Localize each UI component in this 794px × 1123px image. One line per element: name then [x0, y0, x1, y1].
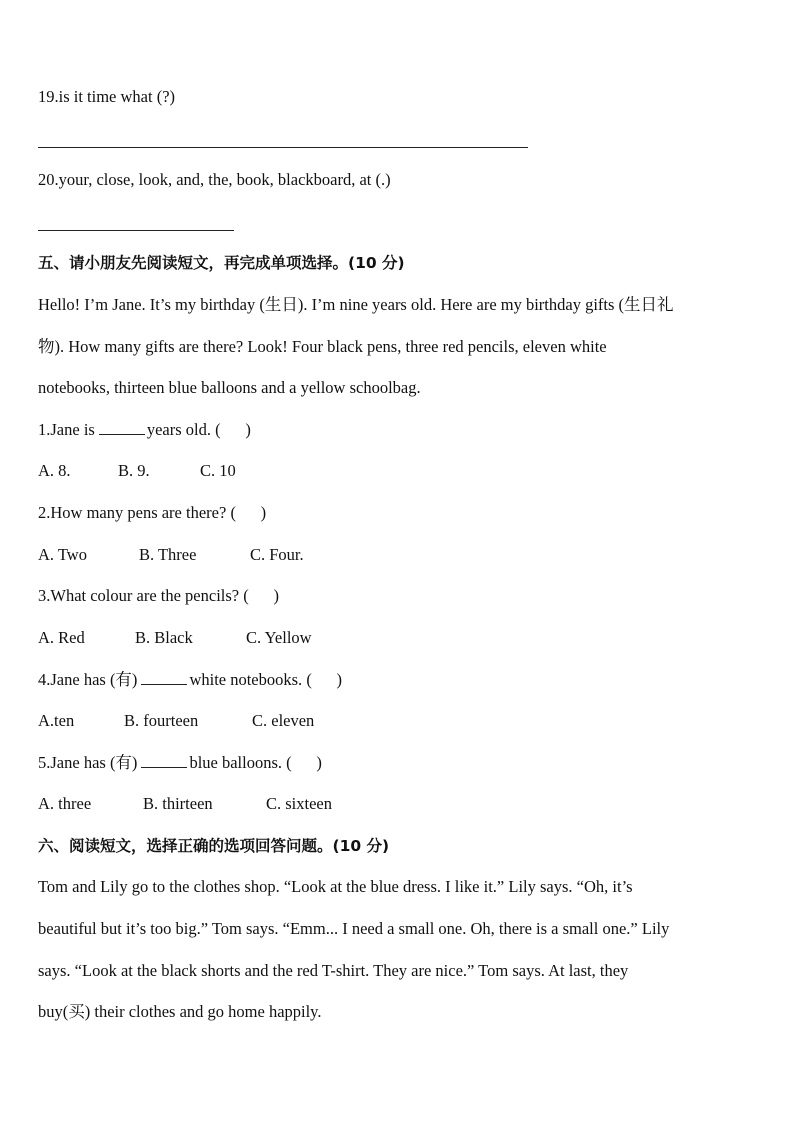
s5-q2-option-b[interactable]: B. Three [139, 545, 197, 564]
s5-q1-answer-paren[interactable]: ( ) [215, 420, 251, 439]
s5-q4-blank[interactable] [141, 670, 187, 685]
s5-q4-text-pre: 4.Jane has (有) [38, 670, 138, 689]
section-5-passage-line-1: Hello! I’m Jane. It’s my birthday (生日). I’m nine years old. Here are my birthday gifts (生日礼 [38, 295, 674, 314]
s5-q5-answer-paren[interactable]: ( ) [286, 753, 322, 772]
s5-q3-option-c[interactable]: C. Yellow [246, 628, 312, 647]
section-6-heading: 六、阅读短文，选择正确的选项回答问题。(10 分) [38, 837, 390, 855]
s5-q5-text-pre: 5.Jane has (有) [38, 753, 138, 772]
s5-q2-option-a[interactable]: A. Two [38, 545, 87, 564]
section-6-passage-line-3: says. “Look at the black shorts and the red T-shirt. They are nice.” Tom says. At last, they [38, 961, 629, 980]
s5-q1-text-pre: 1.Jane is [38, 420, 95, 439]
s5-q2-option-c[interactable]: C. Four. [250, 545, 304, 564]
s5-q5-option-a[interactable]: A. three [38, 794, 92, 813]
s5-q3-answer-paren[interactable]: ( ) [243, 586, 279, 605]
section-6-passage-line-2: beautiful but it’s too big.” Tom says. “Emm... I need a small one. Oh, there is a small one.” Lily [38, 919, 670, 938]
s5-q2-answer-paren[interactable]: ( ) [230, 503, 267, 522]
s5-question-2 [38, 503, 266, 523]
question-20: 20.your, close, look, and, the, book, blackboard, at (.) [38, 170, 391, 189]
s5-q4-option-a[interactable]: A.ten [38, 711, 75, 730]
section-5-heading: 五、请小朋友先阅读短文，再完成单项选择。(10 分) [38, 254, 405, 272]
s5-q5-blank[interactable] [141, 753, 187, 768]
s5-q1-blank[interactable] [99, 420, 145, 435]
s5-q1-option-a[interactable]: A. 8. [38, 461, 71, 480]
s5-q4-answer-paren[interactable]: ( ) [306, 670, 343, 689]
s5-question-5 [38, 753, 322, 773]
answer-line-20[interactable] [38, 230, 234, 231]
s5-q4-option-c[interactable]: C. eleven [252, 711, 315, 730]
s5-q1-text-post: years old. [146, 420, 211, 439]
s5-q4-text-post: white notebooks. [189, 670, 303, 689]
question-19: 19.is it time what (?) [38, 87, 176, 106]
s5-question-1 [38, 420, 251, 440]
s5-q4-option-b[interactable]: B. fourteen [124, 711, 199, 730]
s5-q1-option-c[interactable]: C. 10 [200, 461, 236, 480]
s5-q5-option-b[interactable]: B. thirteen [143, 794, 213, 813]
s5-q3-option-b[interactable]: B. Black [135, 628, 193, 647]
section-6-passage-line-4: buy(买) their clothes and go home happily. [38, 1002, 322, 1021]
s5-q2-text: 2.How many pens are there? [38, 503, 227, 522]
section-5-passage-line-3: notebooks, thirteen blue balloons and a yellow schoolbag. [38, 378, 421, 397]
s5-question-4 [38, 670, 342, 690]
s5-q3-option-a[interactable]: A. Red [38, 628, 85, 647]
s5-q5-option-c[interactable]: C. sixteen [266, 794, 332, 813]
s5-q3-text: 3.What colour are the pencils? [38, 586, 240, 605]
s5-question-3 [38, 586, 279, 606]
section-5-passage-line-2: 物). How many gifts are there? Look! Four black pens, three red pencils, eleven white [38, 337, 607, 356]
section-6-passage-line-1: Tom and Lily go to the clothes shop. “Look at the blue dress. I like it.” Lily says. “Oh, it’s [38, 877, 633, 896]
s5-q5-text-post: blue balloons. [189, 753, 283, 772]
answer-line-19[interactable] [38, 147, 528, 148]
s5-q1-option-b[interactable]: B. 9. [118, 461, 150, 480]
